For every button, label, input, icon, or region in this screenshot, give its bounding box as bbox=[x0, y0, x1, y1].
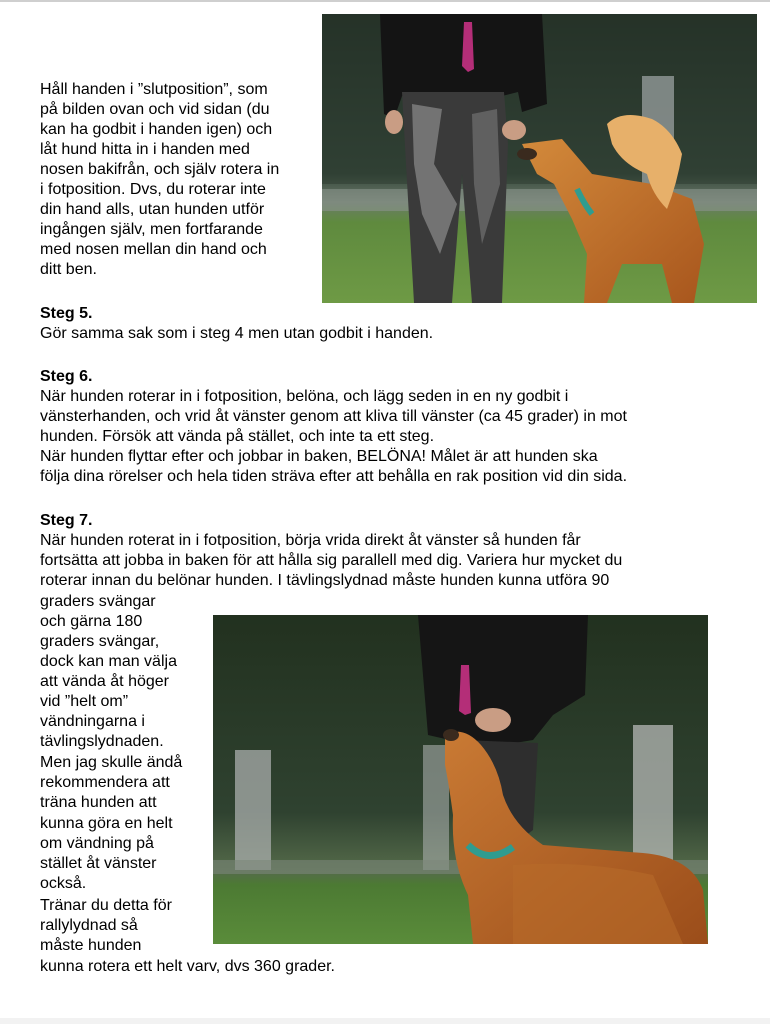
intro-line: ditt ben. bbox=[40, 261, 97, 278]
steg7-line: och gärna 180 bbox=[40, 613, 143, 630]
steg5-heading: Steg 5. bbox=[40, 305, 93, 322]
steg7-line: måste hunden bbox=[40, 937, 142, 954]
steg7-line: Tränar du detta för bbox=[40, 897, 172, 914]
intro-line: på bilden ovan och vid sidan (du bbox=[40, 101, 270, 118]
steg7-heading: Steg 7. bbox=[40, 512, 93, 529]
steg6-line: hunden. Försök att vända på stället, och inte ta ett steg. bbox=[40, 428, 435, 445]
photo-dog-nose-to-hand bbox=[322, 14, 757, 303]
intro-line: nosen bakifrån, och själv rotera in bbox=[40, 161, 280, 178]
steg7-line: stället åt vänster bbox=[40, 855, 157, 872]
intro-line: kan ha godbit i handen igen) och bbox=[40, 121, 273, 138]
top-border bbox=[0, 0, 770, 2]
intro-line: låt hund hitta in i handen med bbox=[40, 141, 250, 158]
steg7-line: rallylydnad så bbox=[40, 917, 138, 934]
steg7-line: att vända åt höger bbox=[40, 673, 169, 690]
steg7-line: roterar innan du belönar hunden. I tävlingslydnad måste hunden kunna utföra 90 bbox=[40, 572, 610, 589]
intro-line: i fotposition. Dvs, du roterar inte bbox=[40, 181, 266, 198]
intro-line: din hand alls, utan hunden utför bbox=[40, 201, 265, 218]
steg7-line: träna hunden att bbox=[40, 794, 157, 811]
steg7-line: vid ”helt om” bbox=[40, 693, 129, 710]
steg7-line: vändningarna i bbox=[40, 713, 145, 730]
steg7-line: När hunden roterat in i fotposition, börja vrida direkt åt vänster så hunden får bbox=[40, 532, 581, 549]
steg7-line: fortsätta att jobba in baken för att hålla sig parallell med dig. Variera hur mycket du bbox=[40, 552, 623, 569]
steg7-line: kunna göra en helt bbox=[40, 815, 173, 832]
photo-dog-looking-up bbox=[213, 615, 708, 944]
steg5-line: Gör samma sak som i steg 4 men utan godbit i handen. bbox=[40, 325, 434, 342]
intro-line: med nosen mellan din hand och bbox=[40, 241, 267, 258]
intro-line: Håll handen i ”slutposition”, som bbox=[40, 81, 268, 98]
steg7-line: Men jag skulle ändå bbox=[40, 754, 183, 771]
steg6-line: vänsterhanden, och vrid åt vänster genom att kliva till vänster (ca 45 grader) in mot bbox=[40, 408, 627, 425]
steg7-line: graders svängar, bbox=[40, 633, 160, 650]
steg7-line: graders svängar bbox=[40, 593, 156, 610]
steg6-line: När hunden roterar in i fotposition, belöna, och lägg seden in en ny godbit i bbox=[40, 388, 569, 405]
steg6-line: När hunden flyttar efter och jobbar in baken, BELÖNA! Målet är att hunden ska bbox=[40, 448, 598, 465]
steg7-line: också. bbox=[40, 875, 87, 892]
steg7-line: rekommendera att bbox=[40, 774, 170, 791]
steg7-line: dock kan man välja bbox=[40, 653, 177, 670]
steg6-heading: Steg 6. bbox=[40, 368, 93, 385]
steg7-line: kunna rotera ett helt varv, dvs 360 grader. bbox=[40, 958, 335, 975]
intro-line: ingången själv, men fortfarande bbox=[40, 221, 263, 238]
steg7-line: tävlingslydnaden. bbox=[40, 733, 164, 750]
bottom-border bbox=[0, 1018, 770, 1024]
steg6-line: följa dina rörelser och hela tiden sträva efter att behålla en rak position vid din sida. bbox=[40, 468, 628, 485]
steg7-line: om vändning på bbox=[40, 835, 154, 852]
